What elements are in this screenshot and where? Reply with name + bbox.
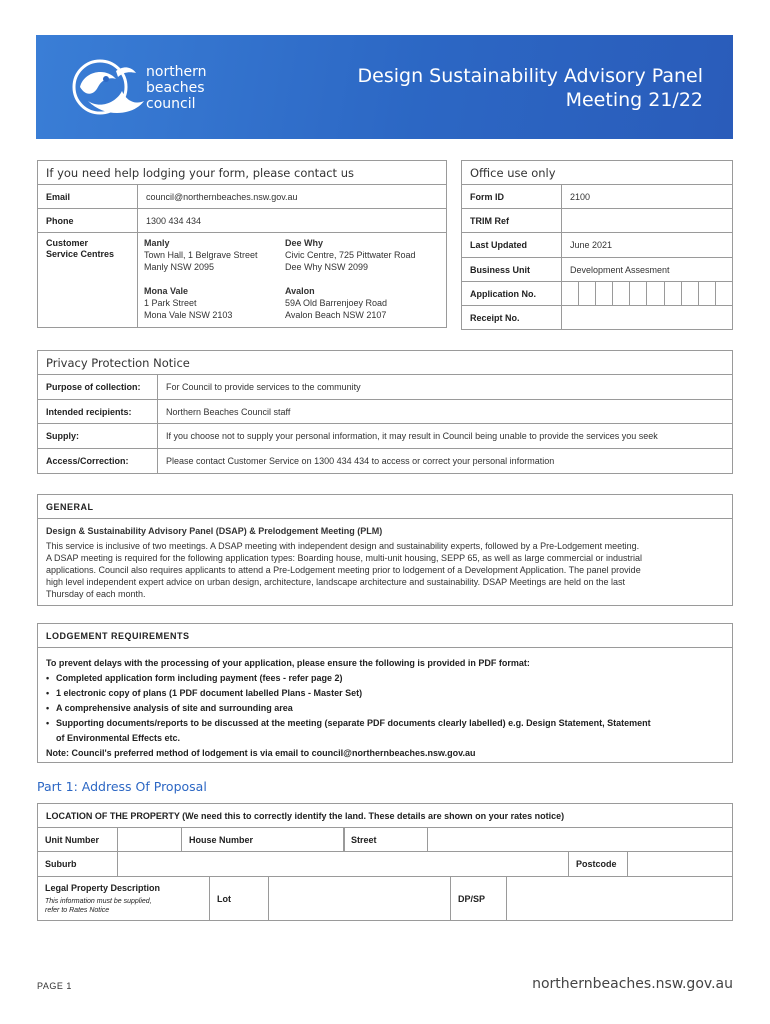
receipt-no-label: Receipt No. bbox=[462, 306, 562, 330]
street-label: Street bbox=[344, 828, 428, 851]
general-body bbox=[38, 519, 732, 606]
contact-panel bbox=[37, 160, 447, 328]
lodgement-item-continued: of Environmental Effects etc. bbox=[56, 733, 181, 743]
unit-number-label: Unit Number bbox=[38, 828, 118, 851]
footer-website-link[interactable]: northernbeaches.nsw.gov.au bbox=[532, 976, 733, 992]
address-row-2 bbox=[38, 852, 732, 877]
privacy-row-label: Access/Correction: bbox=[38, 449, 158, 473]
office-row-application-no bbox=[462, 282, 732, 306]
trim-ref-label: TRIM Ref bbox=[462, 209, 562, 232]
centre-name: Dee Why bbox=[285, 238, 324, 248]
office-row-business-unit bbox=[462, 258, 732, 282]
suburb-label: Suburb bbox=[38, 852, 118, 876]
address-panel bbox=[37, 803, 733, 921]
general-line: high level independent expert advice on urban design, architecture, landscape architecture and sustainability. DSAP Meetings are held on the last bbox=[46, 577, 626, 587]
email-value[interactable]: council@northernbeaches.nsw.gov.au bbox=[146, 191, 298, 202]
lodgement-item: • A comprehensive analysis of site and surrounding area bbox=[46, 701, 724, 716]
title-line-1: Design Sustainability Advisory Panel bbox=[357, 65, 703, 87]
general-line: A DSAP meeting is required for the following application types: Boarding house, multi-unit housing, SEPP 65, as well as large commercial or industrial bbox=[46, 553, 642, 563]
address-row-1 bbox=[38, 828, 732, 852]
street-input[interactable] bbox=[428, 828, 732, 851]
centre-line-1: Civic Centre, 725 Pittwater Road bbox=[285, 250, 416, 260]
phone-value[interactable]: 1300 434 434 bbox=[146, 215, 202, 226]
contact-heading: If you need help lodging your form, please contact us bbox=[38, 161, 446, 185]
privacy-row-value: Please contact Customer Service on 1300 434 434 to access or correct your personal information bbox=[166, 456, 555, 466]
service-centres-row bbox=[38, 233, 446, 327]
lodgement-item: • Supporting documents/reports to be discussed at the meeting (separate PDF documents clearly labelled) e.g. Design Statement, Statement bbox=[46, 716, 724, 731]
office-row-receipt-no bbox=[462, 306, 732, 330]
title-line-2: Meeting 21/22 bbox=[565, 89, 703, 111]
email-row bbox=[38, 185, 446, 209]
centre-line-1: Town Hall, 1 Belgrave Street bbox=[144, 250, 258, 260]
privacy-row-label: Supply: bbox=[38, 424, 158, 448]
dpsp-input[interactable] bbox=[507, 877, 732, 921]
centre-line-2: Manly NSW 2095 bbox=[144, 262, 215, 272]
legal-note-line-1: This information must be supplied, bbox=[45, 898, 152, 905]
centre-manly bbox=[144, 237, 258, 273]
digit-box[interactable] bbox=[562, 282, 579, 305]
privacy-panel bbox=[37, 350, 733, 474]
centre-name: Mona Vale bbox=[144, 286, 189, 296]
dpsp-label: DP/SP bbox=[451, 877, 507, 921]
email-label: Email bbox=[38, 185, 138, 208]
part-1-title: Part 1: Address Of Proposal bbox=[37, 779, 207, 794]
brand-line-2: beaches bbox=[146, 80, 205, 96]
lodgement-body bbox=[38, 648, 732, 769]
application-no-digit-boxes[interactable] bbox=[562, 282, 732, 305]
phone-label: Phone bbox=[38, 209, 138, 232]
form-id-label: Form ID bbox=[462, 185, 562, 208]
centre-mona-vale bbox=[144, 285, 232, 321]
privacy-row-value: For Council to provide services to the community bbox=[166, 382, 361, 392]
last-updated-value: June 2021 bbox=[570, 240, 613, 250]
office-row-trim-ref bbox=[462, 209, 732, 233]
digit-box[interactable] bbox=[647, 282, 664, 305]
general-line: Thursday of each month. bbox=[46, 589, 146, 599]
digit-box[interactable] bbox=[682, 282, 699, 305]
privacy-row bbox=[38, 400, 732, 424]
digit-box[interactable] bbox=[699, 282, 716, 305]
lodgement-note: Note: Council's preferred method of lodgement is via email to council@northernbeaches.nsw.gov.au bbox=[46, 748, 476, 758]
phone-row bbox=[38, 209, 446, 233]
unit-number-input[interactable] bbox=[118, 828, 182, 851]
council-logo-icon bbox=[66, 57, 146, 123]
privacy-heading: Privacy Protection Notice bbox=[38, 351, 732, 375]
privacy-row bbox=[38, 424, 732, 449]
centre-dee-why bbox=[285, 237, 416, 273]
digit-box[interactable] bbox=[579, 282, 596, 305]
general-panel bbox=[37, 494, 733, 606]
office-row-last-updated bbox=[462, 233, 732, 258]
centre-name: Avalon bbox=[285, 286, 315, 296]
digit-box[interactable] bbox=[613, 282, 630, 305]
lodgement-heading: LODGEMENT REQUIREMENTS bbox=[38, 624, 732, 648]
postcode-label: Postcode bbox=[569, 852, 628, 876]
page-title bbox=[358, 64, 703, 112]
lot-input[interactable] bbox=[269, 877, 451, 921]
office-heading: Office use only bbox=[462, 161, 732, 185]
general-subheading: Design & Sustainability Advisory Panel (DSAP) & Prelodgement Meeting (PLM) bbox=[46, 526, 383, 536]
centres-label-line-2: Service Centres bbox=[46, 249, 115, 259]
trim-ref-field[interactable] bbox=[562, 209, 570, 232]
centre-line-2: Avalon Beach NSW 2107 bbox=[285, 310, 387, 320]
brand-name bbox=[146, 64, 207, 112]
privacy-row-label: Intended recipients: bbox=[38, 400, 158, 423]
privacy-row-label: Purpose of collection: bbox=[38, 375, 158, 399]
privacy-row-value: If you choose not to supply your personal information, it may result in Council being unable to provide the services you seek bbox=[166, 431, 658, 441]
digit-box[interactable] bbox=[665, 282, 682, 305]
address-row-3 bbox=[38, 877, 732, 921]
general-line: applications. Council also requires applicants to attend a Pre-Lodgement meeting prior to lodgement of a Development Application. The panel provide bbox=[46, 565, 641, 575]
page-number: PAGE 1 bbox=[37, 981, 72, 991]
privacy-row-value: Northern Beaches Council staff bbox=[166, 406, 291, 417]
privacy-row bbox=[38, 375, 732, 400]
office-use-panel bbox=[461, 160, 733, 330]
lodgement-item: • 1 electronic copy of plans (1 PDF document labelled Plans - Master Set) bbox=[46, 686, 724, 701]
receipt-no-field[interactable] bbox=[562, 306, 570, 330]
centre-line-2: Dee Why NSW 2099 bbox=[285, 262, 369, 272]
centres-label-line-1: Customer bbox=[46, 238, 89, 248]
general-heading: GENERAL bbox=[38, 495, 732, 519]
office-row-form-id bbox=[462, 185, 732, 209]
digit-box[interactable] bbox=[596, 282, 613, 305]
location-heading: LOCATION OF THE PROPERTY (We need this to correctly identify the land. These details are shown on your rates notice) bbox=[38, 804, 732, 828]
lodgement-panel bbox=[37, 623, 733, 763]
suburb-input[interactable] bbox=[118, 852, 569, 876]
postcode-input[interactable] bbox=[628, 852, 732, 876]
business-unit-value: Development Assesment bbox=[570, 264, 670, 275]
application-no-label: Application No. bbox=[462, 282, 562, 305]
last-updated-label: Last Updated bbox=[462, 233, 562, 257]
centre-name: Manly bbox=[144, 238, 170, 248]
centre-line-1: 59A Old Barrenjoey Road bbox=[285, 298, 388, 308]
legal-note-line-2: refer to Rates Notice bbox=[45, 907, 110, 914]
digit-box[interactable] bbox=[630, 282, 647, 305]
general-line: This service is inclusive of two meetings. A DSAP meeting with independent design and sustainability experts, followed by a Pre-Lodgement meeting. bbox=[46, 541, 640, 551]
legal-description-cell bbox=[38, 877, 210, 921]
lodgement-intro: To prevent delays with the processing of your application, please ensure the following is provided in PDF format: bbox=[46, 658, 530, 668]
lot-label: Lot bbox=[210, 877, 269, 921]
centre-avalon bbox=[285, 285, 387, 321]
form-id-value: 2100 bbox=[570, 191, 591, 202]
service-centres-label bbox=[38, 233, 138, 327]
lodgement-item: • Completed application form including payment (fees - refer page 2) bbox=[46, 671, 724, 686]
centre-line-2: Mona Vale NSW 2103 bbox=[144, 310, 233, 320]
centre-line-1: 1 Park Street bbox=[144, 298, 197, 308]
privacy-row bbox=[38, 449, 732, 473]
business-unit-label: Business Unit bbox=[462, 258, 562, 281]
legal-description-label: Legal Property Description bbox=[45, 883, 161, 893]
header-banner bbox=[36, 35, 733, 139]
brand-line-1: northern bbox=[146, 64, 207, 80]
brand-line-3: council bbox=[146, 96, 196, 112]
house-number-label: House Number bbox=[182, 828, 344, 851]
digit-box[interactable] bbox=[716, 282, 732, 305]
